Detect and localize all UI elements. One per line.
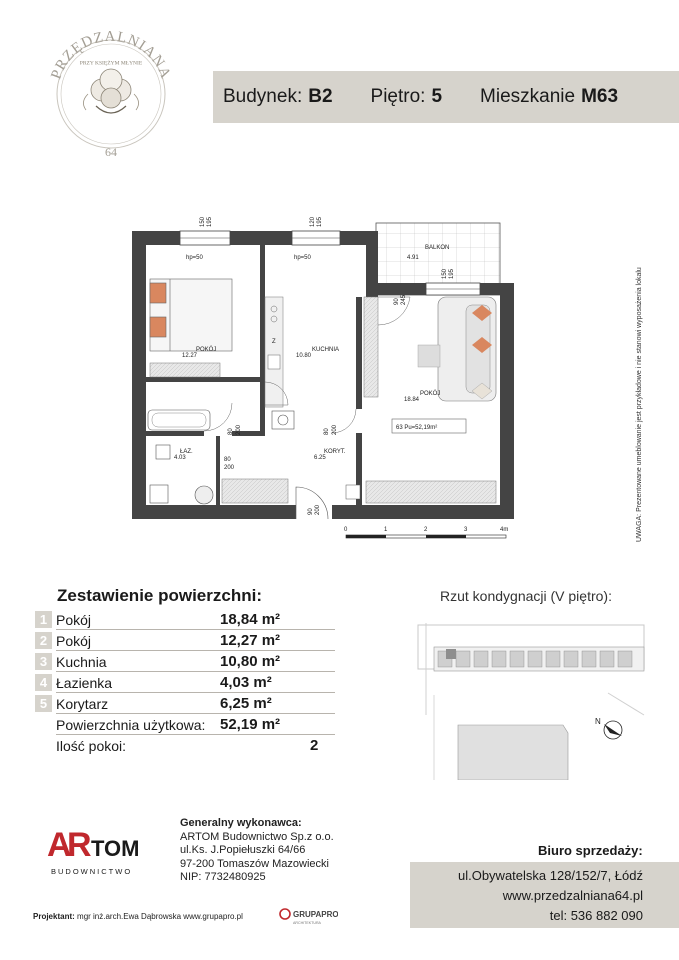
contractor-info	[180, 817, 334, 885]
room-name: Pokój	[56, 611, 92, 628]
apartment-label: Mieszkanie	[480, 86, 576, 107]
key-plan	[408, 605, 648, 780]
rooms-count-row	[35, 735, 335, 756]
svg-text:80: 80	[224, 457, 231, 463]
sales-office-title: Biuro sprzedaży:	[538, 843, 643, 858]
row-number: 5	[35, 695, 52, 712]
designer-credit	[33, 912, 243, 921]
svg-text:KUCHNIA: KUCHNIA	[312, 347, 340, 353]
usable-area-value: 52,19 m²	[220, 716, 281, 733]
room-area: 10,80 m²	[220, 653, 281, 670]
contractor-line: NIP: 7732480925	[180, 871, 266, 883]
room-area: 4,03 m²	[220, 674, 272, 691]
usable-area-row	[35, 714, 335, 735]
area-summary-table	[35, 609, 335, 756]
svg-text:R: R	[67, 826, 92, 864]
svg-text:195: 195	[207, 216, 213, 227]
svg-text:200: 200	[224, 465, 235, 471]
svg-text:GRUPAPRO: GRUPAPRO	[293, 910, 338, 919]
svg-text:200: 200	[315, 504, 321, 515]
contractor-line: 97-200 Tomaszów Mazowiecki	[180, 857, 329, 870]
summary-row	[35, 672, 335, 693]
svg-text:ŁAZ.: ŁAZ.	[180, 449, 193, 455]
key-plan-title: Rzut kondygnacji (V piętro):	[440, 588, 612, 604]
room-area: 12,27 m²	[220, 632, 281, 649]
svg-text:63 Pu=52,19m²: 63 Pu=52,19m²	[396, 425, 438, 431]
apartment-marker	[446, 649, 456, 659]
cotton-flower-icon	[83, 69, 138, 113]
room-name: Łazienka	[56, 674, 113, 691]
sales-address: ul.Obywatelska 128/152/7, Łódź	[457, 868, 643, 883]
row-number: 2	[35, 632, 52, 649]
svg-text:4.91: 4.91	[407, 255, 419, 261]
svg-text:12.27: 12.27	[182, 353, 198, 359]
svg-text:BUDOWNICTWO: BUDOWNICTWO	[51, 867, 133, 876]
svg-text:0: 0	[344, 527, 348, 533]
rooms-count-value: 2	[310, 737, 319, 754]
summary-title: Zestawienie powierzchni:	[57, 586, 262, 605]
svg-text:245: 245	[401, 294, 407, 305]
svg-text:3: 3	[464, 527, 468, 533]
svg-text:90: 90	[308, 508, 314, 515]
svg-text:hp=50: hp=50	[294, 255, 311, 261]
svg-text:6.25: 6.25	[314, 455, 326, 461]
designer-text: mgr inż.arch.Ewa Dąbrowska www.grupapro.pl	[77, 912, 243, 921]
sales-website-link[interactable]: www.przedzalniana64.pl	[502, 888, 643, 903]
summary-row	[35, 651, 335, 672]
svg-text:POKÓJ: POKÓJ	[420, 391, 441, 397]
building-value: B2	[308, 86, 333, 107]
svg-text:4.03: 4.03	[174, 455, 186, 461]
artom-logo	[45, 820, 155, 882]
svg-text:90: 90	[394, 298, 400, 305]
contractor-line: ARTOM Budownictwo Sp.z o.o.	[180, 830, 334, 843]
svg-text:200: 200	[236, 424, 242, 435]
svg-text:KORYT.: KORYT.	[324, 449, 346, 455]
summary-row	[35, 630, 335, 651]
svg-text:PRZĘDZALNIANA: PRZĘDZALNIANA	[48, 28, 174, 82]
floor-plan	[120, 205, 530, 545]
floor-label: Piętro:	[370, 86, 426, 107]
floor-value: 5	[431, 86, 443, 107]
svg-text:Z: Z	[272, 339, 276, 345]
svg-text:PRZY KSIĘŻYM MŁYNIE: PRZY KSIĘŻYM MŁYNIE	[79, 60, 143, 67]
svg-text:10.80: 10.80	[296, 353, 312, 359]
svg-text:1: 1	[384, 527, 388, 533]
row-number: 3	[35, 653, 52, 670]
summary-row	[35, 609, 335, 630]
svg-text:N: N	[595, 717, 601, 726]
svg-text:120: 120	[310, 216, 316, 227]
svg-text:A: A	[47, 826, 72, 864]
apartment-header	[213, 71, 679, 123]
svg-text:TOM: TOM	[91, 836, 140, 861]
svg-text:18.84: 18.84	[404, 397, 420, 403]
svg-text:200: 200	[332, 424, 338, 435]
svg-text:80: 80	[228, 428, 234, 435]
apartment-value: M63	[581, 86, 619, 107]
room-area: 6,25 m²	[220, 695, 272, 712]
sales-phone: tel: 536 882 090	[549, 908, 643, 923]
north-arrow-icon	[595, 717, 622, 739]
row-number: 1	[35, 611, 52, 628]
svg-text:BALKON: BALKON	[425, 245, 450, 251]
svg-text:80: 80	[324, 428, 330, 435]
przedzalniana-logo	[36, 28, 186, 168]
svg-text:2: 2	[424, 527, 428, 533]
svg-text:150: 150	[200, 216, 206, 227]
grupapro-logo	[278, 905, 338, 927]
contractor-line: ul.Ks. J.Popiełuszki 64/66	[180, 844, 306, 856]
svg-text:hp=50: hp=50	[186, 255, 203, 261]
row-number: 4	[35, 674, 52, 691]
svg-text:150: 150	[442, 268, 448, 279]
svg-text:4m: 4m	[500, 527, 509, 533]
rooms-count-label: Ilość pokoi:	[56, 737, 127, 754]
room-area: 18,84 m²	[220, 611, 281, 628]
scale-bar	[344, 527, 508, 538]
summary-row	[35, 693, 335, 714]
sales-office-info	[410, 862, 679, 928]
room-name: Korytarz	[56, 695, 109, 712]
building-label: Budynek:	[223, 86, 303, 107]
svg-text:195: 195	[449, 268, 455, 279]
designer-label: Projektant:	[33, 912, 75, 921]
svg-text:64: 64	[105, 145, 117, 159]
contractor-heading: Generalny wykonawca:	[180, 817, 302, 829]
room-name: Kuchnia	[56, 653, 107, 670]
svg-text:ARCHITEKTURA: ARCHITEKTURA	[293, 921, 321, 925]
furniture-note: UWAGA: Prezentowane umeblowanie jest przykładowe i nie stanowi wyposażenia lokalu	[636, 267, 643, 542]
svg-text:POKÓJ: POKÓJ	[196, 347, 217, 353]
usable-area-label: Powierzchnia użytkowa:	[56, 716, 206, 733]
room-name: Pokój	[56, 632, 92, 649]
svg-text:195: 195	[317, 216, 323, 227]
